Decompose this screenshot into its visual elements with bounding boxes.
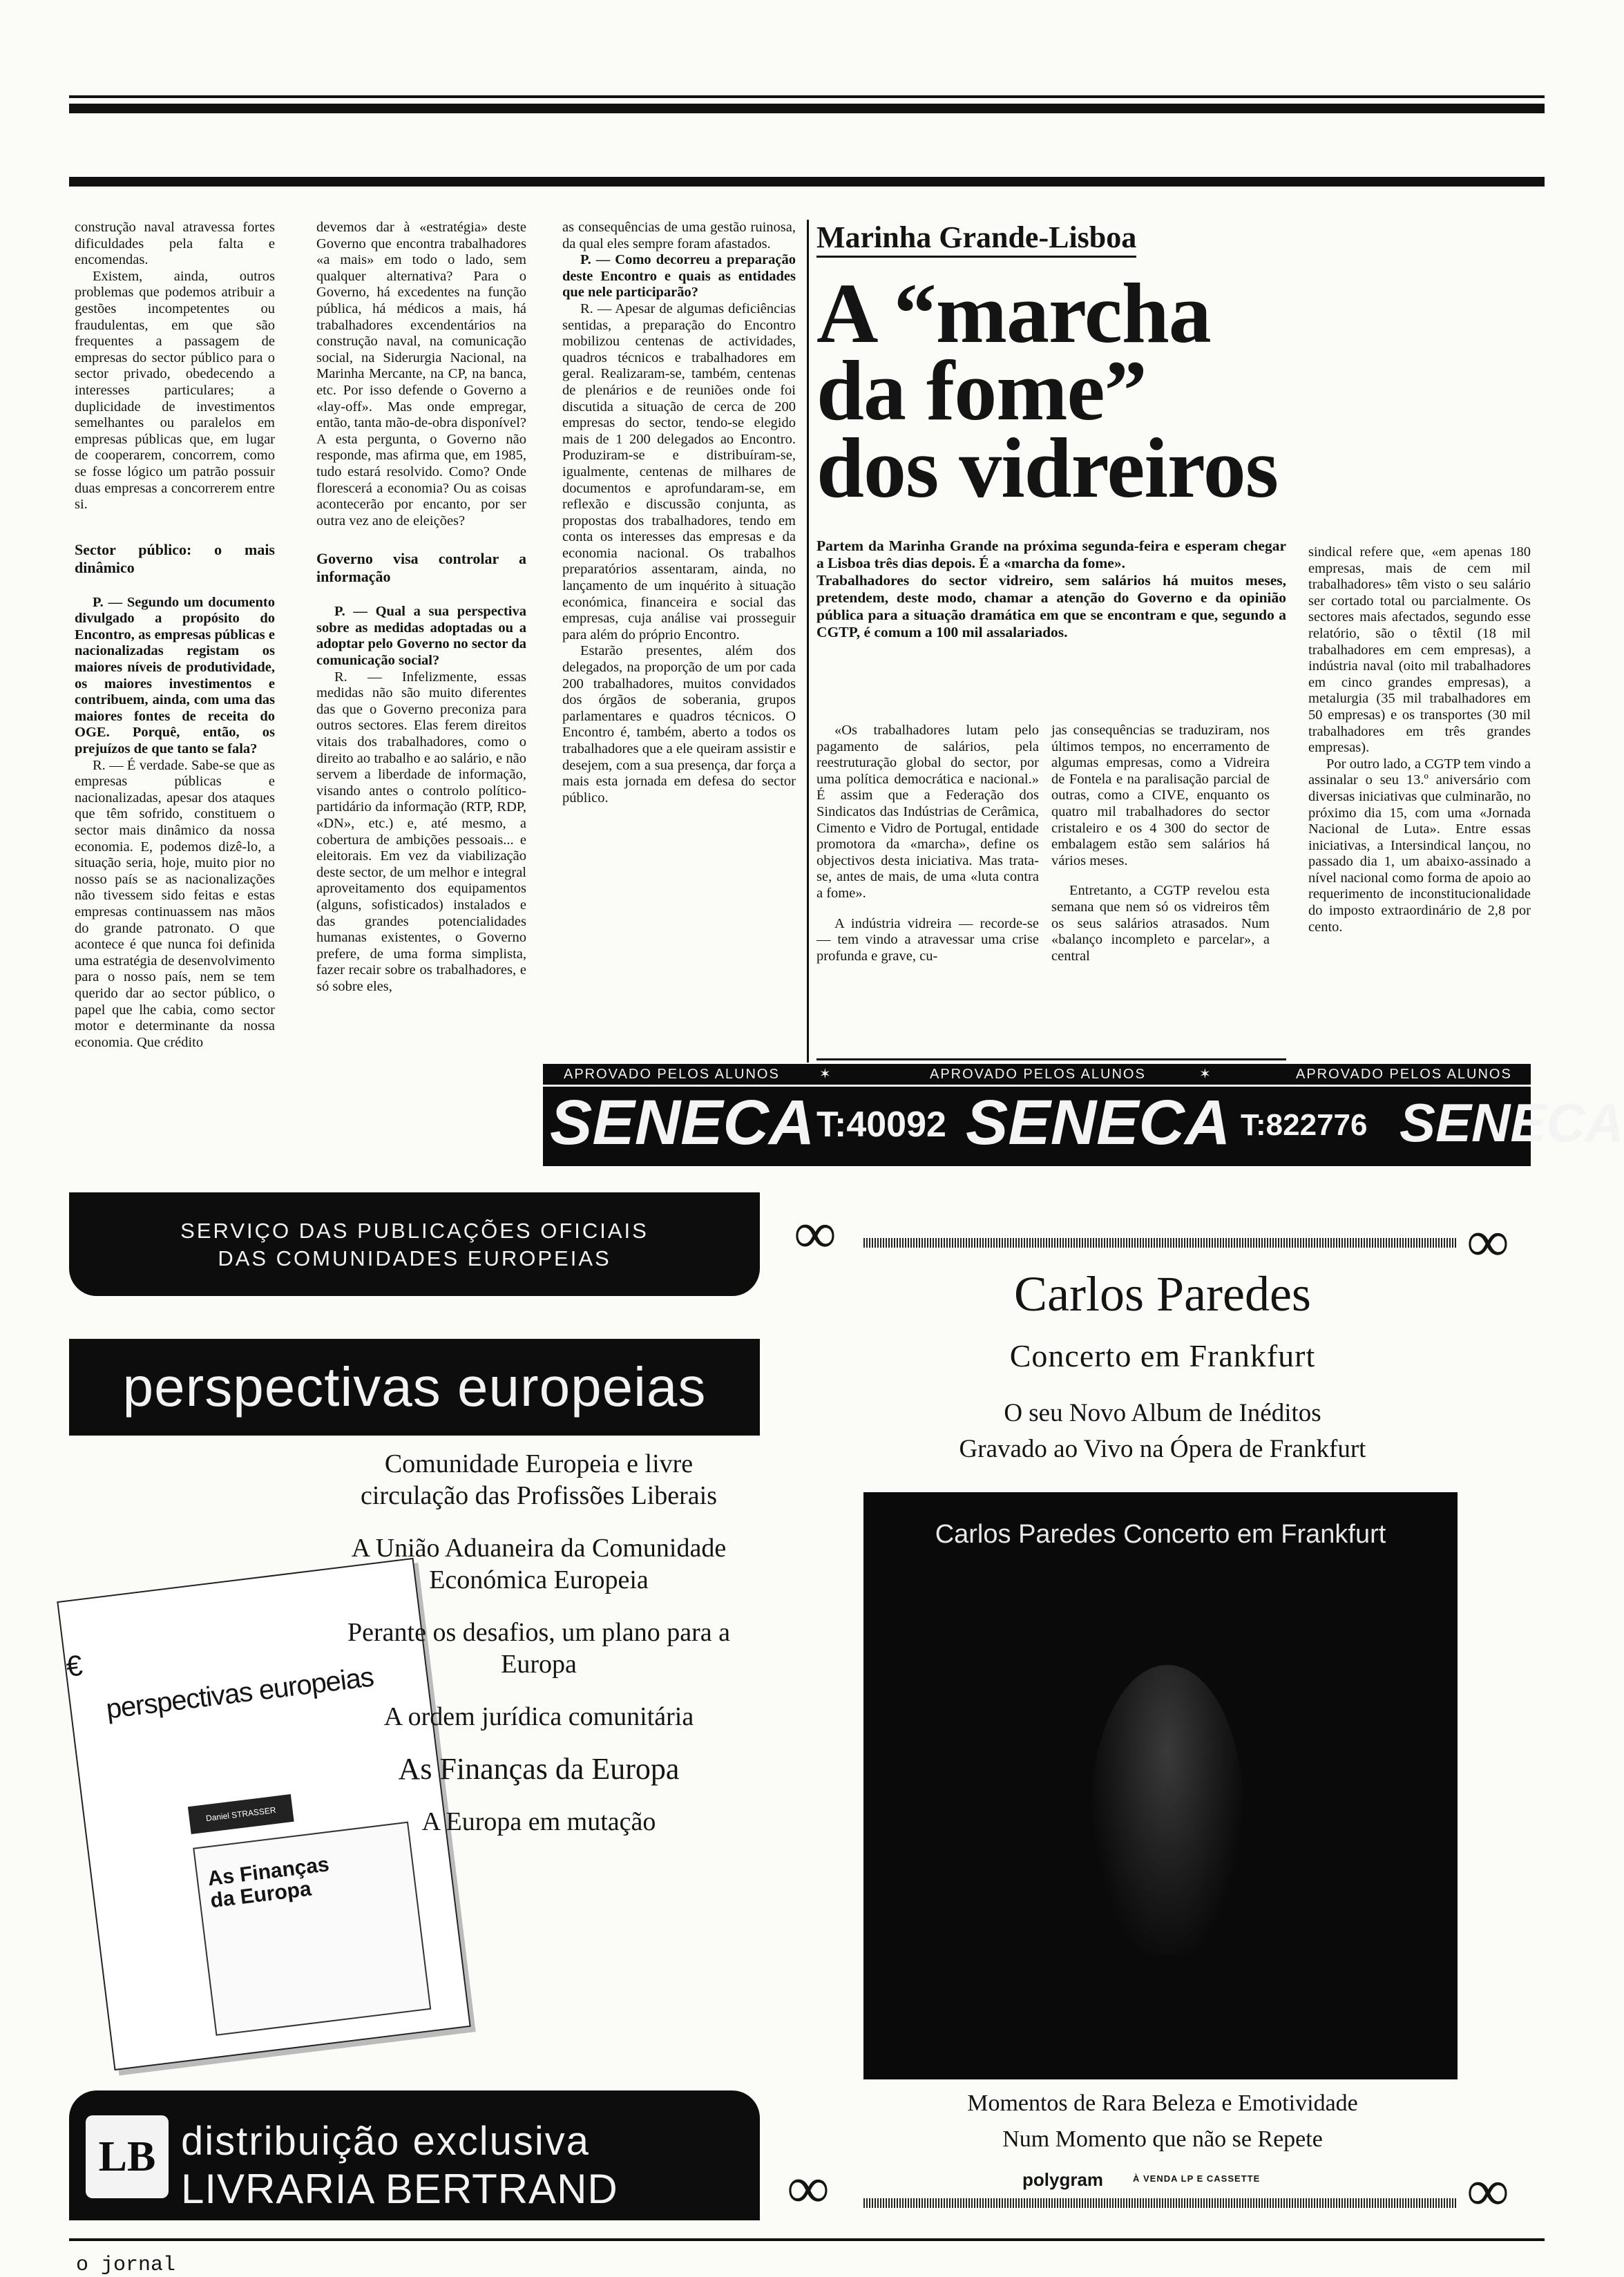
- strip-text: APROVADO PELOS ALUNOS: [930, 1067, 1146, 1082]
- list-item: A ordem jurídica comunitária: [383, 1702, 694, 1731]
- paragraph: Por outro lado, a CGTP tem vindo a assinalar o seu 13.º aniversário com diversas iniciativas que culminarão, no próximo dia 15, com uma «Jornada Nacional de Luta». Entre essas iniciativas, a Intersindical lançou, no passado dia 1, um abaixo-assinado a nível nacional como forma de apoio ao requerimento de inconstitucionalidade do imposto extraordinário de 2,8 por cento.: [1308, 756, 1531, 935]
- headline-line: da fome”: [816, 343, 1147, 438]
- perspectivas-europeias-ad: [64, 1192, 760, 2220]
- bottom-rule: [69, 2238, 1545, 2241]
- masthead-footer: o jornal: [76, 2254, 176, 2277]
- interview-question: P. — Segundo um documento divulgado a propósito do Encontro, as empresas públicas e nacionalizadas registam os maiores níveis de produtividade, os maiores investimentos e contribuem, ainda, com uma das maiores fontes de receita do OGE. Porquê, então, os prejuízos de que tanto se fala?: [75, 594, 275, 757]
- brand-name: SENECA: [966, 1087, 1231, 1158]
- footer-line: distribuição exclusiva: [181, 2119, 591, 2164]
- strip-text: APROVADO PELOS ALUNOS: [1296, 1067, 1512, 1082]
- interview-question: P. — Como decorreu a preparação deste Encontro e quais as entidades que nele participarão?: [562, 252, 796, 301]
- artist-name: Carlos Paredes: [1014, 1266, 1311, 1322]
- paragraph: A indústria vidreira — recorde-se — tem vindo a atravessar uma crise profunda e grave, cu-: [816, 915, 1039, 964]
- top-rule-thin: [69, 95, 1545, 98]
- column-rule-vertical: [807, 220, 809, 1063]
- column-rule: [816, 1058, 1286, 1060]
- paragraph: «Os trabalhadores lutam pelo pagamento de salários, pela reestruturação global do sector, por uma política democrática e nacional.» É assim que a Federação dos Sindicatos das Indústrias de Cerâmica, Cimento e Vidro de Portugal, entidade promotora da «marcha», define os objectivos desta iniciativa. Mas trata-se, antes de mais, de uma «luta contra a fome».: [816, 723, 1039, 901]
- subheading: Governo visa controlar a informação: [316, 550, 526, 586]
- album-title: Concerto em Frankfurt: [1009, 1338, 1316, 1373]
- article-column-3: [562, 220, 796, 806]
- ornament-icon: ∞: [1467, 2159, 1509, 2223]
- paragraph: Estarão presentes, além dos delegados, na proporção de um por cada 200 trabalhadores, muitos convidados dos órgãos de soberania, grupos parlamentares e quadros técnicos. O Encontro é, também, aberto a todos os trabalhadores que a ele queiram assistir e desejem, com a sua presença, dar força a mais esta jornada em defesa do sector público.: [562, 643, 796, 806]
- header-line: DAS COMUNIDADES EUROPEIAS: [218, 1246, 611, 1270]
- ad-line: Gravado ao Vivo na Ópera de Frankfurt: [959, 1435, 1366, 1463]
- paragraph: jas consequências se traduziram, nos últimos tempos, no encerramento de algumas empresas, como a Vidreira de Fontela e na paralisação parcial de outras, como a CIVE, enquanto os quatro mil trabalhadores do sector cristaleiro e os 4 300 do sector de embalagem estão sem salários há vários meses.: [1051, 723, 1270, 868]
- feature-column-3: [1308, 544, 1531, 935]
- paragraph: Existem, ainda, outros problemas que podemos atribuir a gestões incompetentes ou fraudulentas, em que são frequentes a passagem de empresas do sector público para o sector privado, obedecendo a interesses particulares; a duplicidade de investimentos semelhantes ou paralelos em empresas públicas que, em lugar de cooperarem, concorrem, como se fosse lógico um patrão possuir duas empresas a concorrerem entre si.: [75, 268, 275, 513]
- ornament-icon: ∞: [787, 2156, 829, 2220]
- interview-answer: R. — Infelizmente, essas medidas não são muito diferentes das que o Governo preconiza para outros sectores. Elas ferem direitos vitais dos trabalhadores, como o direito ao trabalho e ao salário, e não servem a liberdade de informação, visando antes o controlo político-partidário da informação (RTP, RDP, «DN», etc.) e, até mesmo, a cobertura de ambições pessoais... e eleitorais. Em vez da viabilização deste sector, de um melhor e integral aproveitamento dos equipamentos (alguns, sofisticados) instalados e das grandes potencialidades humanas existentes, o Governo prefere, de uma forma simplista, fazer recair sobre os trabalhadores, e só sobre eles,: [316, 669, 526, 994]
- title-list: [332, 1448, 746, 1858]
- footer-line: LIVRARIA BERTRAND: [181, 2166, 618, 2212]
- brand-name: SENECA: [1399, 1092, 1624, 1153]
- performer-silhouette: [1091, 1665, 1243, 1955]
- interview-question: P. — Qual a sua perspectiva sobre as medidas adoptadas ou a adoptar pelo Governo no sector da comunicação social?: [316, 604, 526, 669]
- list-item: Comunidade Europeia e livre circulação das Profissões Liberais: [361, 1449, 717, 1510]
- article-kicker: Marinha Grande-Lisboa: [816, 220, 1136, 258]
- phone-number: T:40092: [816, 1105, 946, 1145]
- article-column-1: [75, 220, 275, 1051]
- list-item: Perante os desafios, um plano para a Europa: [347, 1618, 730, 1679]
- book-title: As Finanças da Europa: [206, 1853, 331, 1913]
- ad-tagline: Momentos de Rara Beleza e Emotividade: [967, 2090, 1358, 2116]
- second-rule-thick: [69, 177, 1545, 187]
- euro-symbol-icon: €: [64, 1648, 84, 1684]
- list-item: As Finanças da Europa: [398, 1752, 680, 1786]
- headline-line: dos vidreiros: [816, 421, 1278, 515]
- paragraph: sindical refere que, «em apenas 180 empresas, mais de cem mil trabalhadores» têm visto o seu salário ser cortado total ou parcialmente. Os sectores mais afectados, segundo esse relatório, são o têxtil (18 mil trabalhadores em cem empresas), a indústria naval (oito mil trabalhadores em cinco grandes empresas), a metalurgia (35 mil trabalhadores em 50 empresas) e os transportes (30 mil trabalhadores em três grandes empresas).: [1308, 544, 1531, 756]
- list-item: A União Aduaneira da Comunidade Económica Europeia: [351, 1534, 727, 1594]
- ad-title: perspectivas europeias: [69, 1339, 760, 1436]
- ornament-icon: ∞: [794, 1201, 836, 1266]
- star-icon: ✶: [819, 1067, 832, 1082]
- ad-tagline: Num Momento que não se Repete: [1002, 2126, 1323, 2152]
- ad-header: [69, 1192, 760, 1296]
- paragraph: Entretanto, a CGTP revelou esta semana que nem só os vidreiros têm os seus salários atrasados. Num «balanço incompleto e parcelar», a central: [1051, 883, 1270, 964]
- headline: [816, 266, 1328, 515]
- dotted-border: [863, 1238, 1458, 1248]
- bertrand-logo: LB: [86, 2115, 169, 2198]
- book-author-tab: [188, 1794, 294, 1834]
- feature-article: [816, 220, 1531, 1063]
- lead-paragraph: Partem da Marinha Grande na próxima segunda-feira e esperam chegar a Lisboa três dias depois. É a «marcha da fome».: [816, 537, 1286, 571]
- star-icon: ✶: [1199, 1067, 1212, 1082]
- book-author: Daniel STRASSER: [205, 1804, 277, 1824]
- header-line: SERVIÇO DAS PUBLICAÇÕES OFICIAIS: [180, 1219, 649, 1243]
- paragraph: construção naval atravessa fortes dificuldades pela falta e encomendas.: [75, 220, 275, 268]
- top-rule-thick: [69, 104, 1545, 113]
- headline-line: A “marcha: [816, 266, 1211, 361]
- banner-strip: [543, 1067, 1531, 1087]
- label-logo: polygram: [1022, 2169, 1104, 2190]
- list-item: A Europa em mutação: [421, 1807, 656, 1836]
- carlos-paredes-ad: [787, 1192, 1531, 2223]
- interview-answer: R. — Apesar de algumas deficiências sentidas, a preparação do Encontro mobilizou centenas de actividades, quadros técnicos e trabalhadores em geral. Realizaram-se, também, centenas de plenários e de reuniões onde foi discutida a situação de cerca de 200 empresas do sector, tendo-se elegido mais de 1 200 delegados ao Encontro. Produziram-se e distribuíram-se, igualmente, centenas de milhares de documentos e aprofundaram-se, em reflexão e discussão conjunta, as propostas dos trabalhadores, tendo em conta os interesses das empresas e da economia nacional. Os trabalhos preparatórios assentaram, ainda, no lançamento de um inquérito à situação económica, financeira e social das empresas, cuja análise vai prosseguir para além do próprio Encontro.: [562, 301, 796, 642]
- album-cover-image: [863, 1492, 1458, 2079]
- book-series-title: perspectivas europeias: [104, 1661, 375, 1725]
- article-lead: [816, 537, 1286, 641]
- strip-text: APROVADO PELOS ALUNOS: [564, 1067, 780, 1082]
- ornament-icon: ∞: [1467, 1210, 1509, 1274]
- article-column-2: [316, 220, 526, 995]
- ad-footer: [69, 2090, 760, 2220]
- dotted-border: [863, 2198, 1458, 2208]
- feature-column-2: [1051, 723, 1270, 964]
- subheading: Sector público: o mais dinâmico: [75, 540, 275, 576]
- interview-answer: R. — É verdade. Sabe-se que as empresas públicas e nacionalizadas, apesar dos ataques que têm sofrido, constituem o sector mais dinâmico da nossa economia. E, podemos dizê-lo, a situação seria, hoje, muito pior no nosso país se as nacionalizações não tivessem sido feitas e estas empresas continuassem nas mãos do grande patronato. O que acontece é que nunca foi definida uma estratégia de desenvolvimento para o nosso país, nem se tem querido dar ao sector público, o papel que lhe cabia, como sector motor e determinante da nossa economia. Que crédito: [75, 757, 275, 1050]
- lead-paragraph: Trabalhadores do sector vidreiro, sem salários há muitos meses, pretendem, deste modo, chamar a atenção do Governo e da opinião pública para a situação dramática em que se encontram e que, segundo a CGTP, é comum a 100 mil assalariados.: [816, 572, 1286, 640]
- phone-number: T:822776: [1241, 1108, 1368, 1142]
- paragraph: as consequências de uma gestão ruinosa, da qual eles sempre foram afastados.: [562, 220, 796, 251]
- cover-title: Carlos Paredes Concerto em Frankfurt: [935, 1520, 1386, 1549]
- seneca-banner-ad: [543, 1064, 1624, 1166]
- feature-column-1: [816, 723, 1039, 964]
- sale-info: À VENDA LP E CASSETTE: [1133, 2173, 1261, 2184]
- ad-line: O seu Novo Album de Inéditos: [1004, 1399, 1321, 1427]
- brand-name: SENECA: [550, 1087, 815, 1158]
- paragraph: devemos dar à «estratégia» deste Governo que encontra trabalhadores «a mais» em todo o lado, sem qualquer alternativa? Para o Governo, há excedentes na função pública, há médicos a mais, há trabalhadores excendentários na construção naval, na comunicação social, na Siderurgia Nacional, na Marinha Mercante, na CP, na banca, etc. Por isso defende o Governo a «lay-off». Mas onde empregar, então, tanta mão-de-obra disponível? A esta pergunta, o Governo não responde, mas afirma que, em 1985, tudo estará resolvido. Como? Onde florescerá a economia? Ou as coisas acontecerão por encanto, por ser outra vez ano de eleições?: [316, 220, 526, 528]
